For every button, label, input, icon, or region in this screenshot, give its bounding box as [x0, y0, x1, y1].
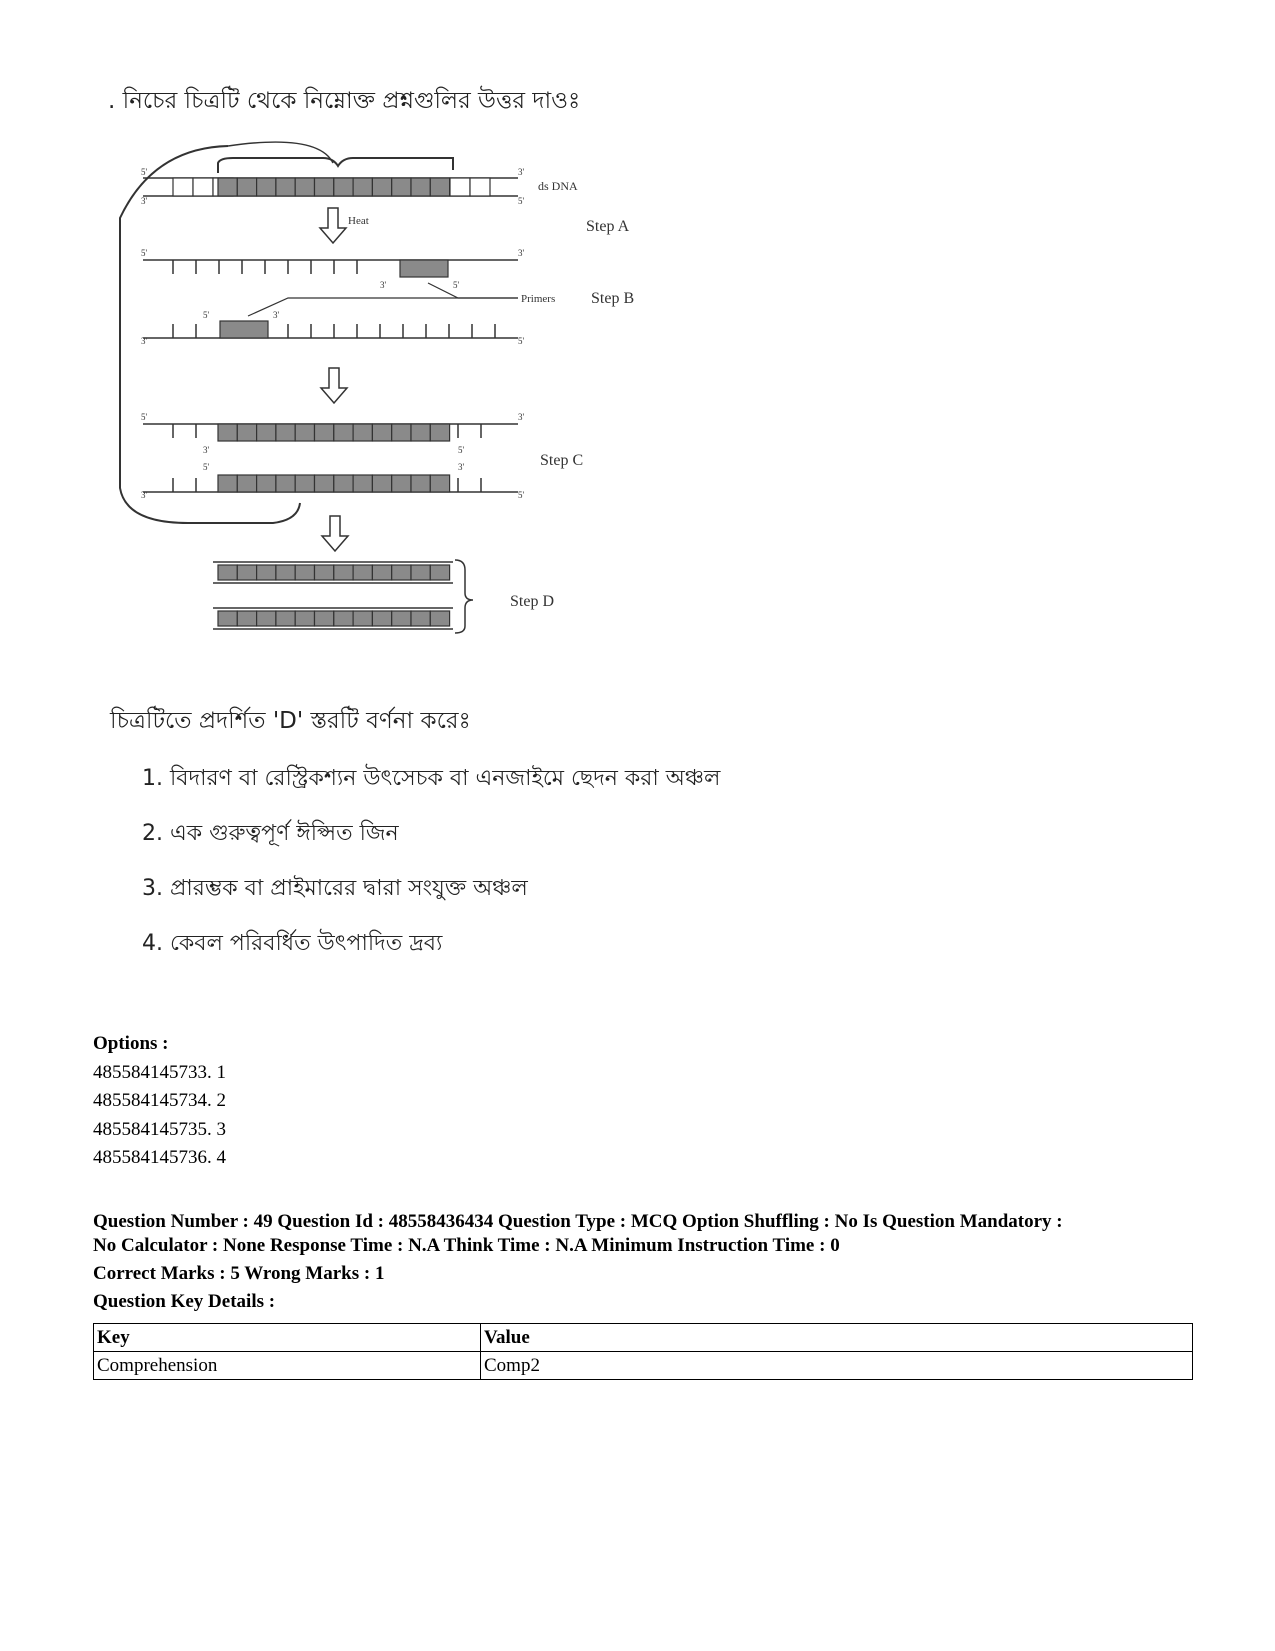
dna-segment	[392, 611, 411, 626]
ds-dna-strands	[141, 167, 525, 206]
dna-segment	[237, 178, 256, 196]
question-image	[108, 78, 808, 1008]
dna-segment	[295, 475, 314, 492]
dna-segment	[430, 178, 449, 196]
table-header-cell: Value	[481, 1324, 1193, 1352]
five-prime-label: 5'	[518, 490, 525, 500]
dna-segment	[392, 178, 411, 196]
three-prime-label: 3'	[518, 167, 525, 177]
five-prime-label: 5'	[203, 310, 210, 320]
dna-segment	[353, 178, 372, 196]
options-heading: Options :	[93, 1033, 169, 1054]
step-d-products	[213, 562, 453, 629]
down-arrow-icon	[320, 208, 346, 243]
dna-segment	[392, 565, 411, 580]
option-item: 485584145735. 3	[93, 1118, 226, 1140]
five-prime-label: 5'	[518, 336, 525, 346]
five-prime-label: 5'	[141, 248, 148, 258]
three-prime-label: 3'	[380, 280, 387, 290]
dna-segment	[470, 178, 490, 196]
primer	[400, 260, 448, 277]
dna-segment	[257, 475, 276, 492]
dna-segment	[257, 178, 276, 196]
dna-segment	[237, 565, 256, 580]
choice-4: 4. কেবল পরিবর্ধিত উৎপাদিত দ্রব্য	[142, 931, 443, 956]
meta-line-2: No Calculator : None Response Time : N.A Think Time : N.A Minimum Instruction Time : 0	[93, 1235, 840, 1256]
dna-segment	[218, 611, 237, 626]
table-header-row	[94, 1324, 1193, 1352]
dna-segment	[450, 178, 470, 196]
dna-segment	[334, 178, 353, 196]
dna-segment	[353, 565, 372, 580]
ds-dna-label: ds DNA	[538, 179, 578, 193]
options-block	[93, 1030, 226, 1173]
three-prime-label: 3'	[458, 462, 465, 472]
dna-segment	[334, 565, 353, 580]
dna-segment	[295, 178, 314, 196]
down-arrow-icon	[322, 516, 348, 551]
dna-segment	[334, 611, 353, 626]
choice-2: 2. এক গুরুত্বপূর্ণ ঈপ্সিত জিন	[142, 821, 399, 846]
three-prime-label: 3'	[203, 445, 210, 455]
dna-segment	[430, 475, 449, 492]
dna-segment	[276, 424, 295, 441]
dna-segment	[430, 565, 449, 580]
dna-segment	[218, 178, 237, 196]
dna-segment	[392, 424, 411, 441]
choice-3: 3. প্রারম্ভক বা প্রাইমারের দ্বারা সংযুক্ত অঞ্চল	[142, 876, 528, 901]
dna-segment	[372, 611, 391, 626]
dna-segment	[411, 611, 430, 626]
three-prime-label: 3'	[141, 336, 148, 346]
dna-segment	[315, 424, 334, 441]
dna-segment	[276, 565, 295, 580]
dna-segment	[315, 565, 334, 580]
step-c-strands	[141, 412, 525, 500]
five-prime-label: 5'	[453, 280, 460, 290]
step-d-label: Step D	[510, 593, 554, 610]
dna-segment	[295, 424, 314, 441]
dna-segment	[193, 178, 213, 196]
dna-segment	[237, 424, 256, 441]
five-prime-label: 5'	[141, 412, 148, 422]
dna-segment	[372, 475, 391, 492]
three-prime-label: 3'	[141, 490, 148, 500]
dna-segment	[411, 178, 430, 196]
dna-segment	[173, 178, 193, 196]
dna-segment	[372, 178, 391, 196]
dna-segment	[411, 424, 430, 441]
dna-segment	[430, 611, 449, 626]
dna-segment	[218, 424, 237, 441]
dna-segment	[353, 475, 372, 492]
three-prime-label: 3'	[518, 412, 525, 422]
table-header-cell: Key	[94, 1324, 481, 1352]
question-text: চিত্রটিতে প্রদর্শিত 'D' স্তরটি বর্ণনা করেঃ	[110, 708, 471, 734]
dna-segment	[276, 475, 295, 492]
step-c-label: Step C	[540, 452, 584, 469]
option-item: 485584145733. 1	[93, 1061, 226, 1083]
three-prime-label: 3'	[141, 196, 148, 206]
primer-pointer	[248, 298, 518, 316]
five-prime-label: 5'	[518, 196, 525, 206]
key-details-table	[93, 1323, 1193, 1380]
question-meta	[93, 1210, 1193, 1314]
dna-segment	[237, 611, 256, 626]
option-item: 485584145736. 4	[93, 1147, 226, 1168]
three-prime-label: 3'	[273, 310, 280, 320]
dna-segment	[257, 611, 276, 626]
dna-segment	[276, 178, 295, 196]
dna-segment	[315, 611, 334, 626]
dna-segment	[315, 475, 334, 492]
dna-segment	[276, 611, 295, 626]
three-prime-label: 3'	[518, 248, 525, 258]
dna-segment	[315, 178, 334, 196]
dna-segment	[392, 475, 411, 492]
dna-segment	[295, 611, 314, 626]
five-prime-label: 5'	[458, 445, 465, 455]
table-row	[94, 1352, 1193, 1380]
dna-segment	[237, 475, 256, 492]
dna-segment	[257, 565, 276, 580]
dna-segment	[218, 565, 237, 580]
target-bracket	[218, 158, 453, 173]
primer	[220, 321, 268, 338]
step-d-bracket	[455, 560, 473, 633]
option-item: 485584145734. 2	[93, 1090, 226, 1111]
marks-line: Correct Marks : 5 Wrong Marks : 1	[93, 1263, 385, 1284]
choice-1: 1. বিদারণ বা রেস্ট্রিকশ্যন উৎসেচক বা এনজাইমে ছেদন করা অঞ্চল	[142, 766, 721, 791]
dna-segment	[334, 424, 353, 441]
five-prime-label: 5'	[203, 462, 210, 472]
step-a-label: Step A	[586, 218, 630, 235]
dna-segment	[372, 424, 391, 441]
dna-segment	[411, 565, 430, 580]
dna-segment	[430, 424, 449, 441]
table-cell: Comprehension	[94, 1352, 481, 1380]
dna-segment	[257, 424, 276, 441]
dna-segment	[353, 611, 372, 626]
dna-segment	[372, 565, 391, 580]
dna-segment	[411, 475, 430, 492]
key-details-heading: Question Key Details :	[93, 1291, 276, 1312]
down-arrow-icon	[321, 368, 347, 403]
five-prime-label: 5'	[141, 167, 148, 177]
meta-line-1: Question Number : 49 Question Id : 48558436434 Question Type : MCQ Option Shuffling : No Is Question Mandatory :	[93, 1211, 1063, 1232]
primers-label: Primers	[521, 293, 556, 305]
dna-segment	[295, 565, 314, 580]
table-cell: Comp2	[481, 1352, 1193, 1380]
dna-segment	[334, 475, 353, 492]
step-b-label: Step B	[591, 290, 635, 307]
step-b-strands	[141, 248, 525, 346]
instruction-text: . নিচের চিত্রটি থেকে নিম্নোক্ত প্রশ্নগুলির উত্তর দাওঃ	[108, 88, 581, 114]
pcr-diagram	[108, 78, 808, 1008]
heat-label: Heat	[348, 215, 369, 227]
dna-segment	[353, 424, 372, 441]
dna-segment	[218, 475, 237, 492]
